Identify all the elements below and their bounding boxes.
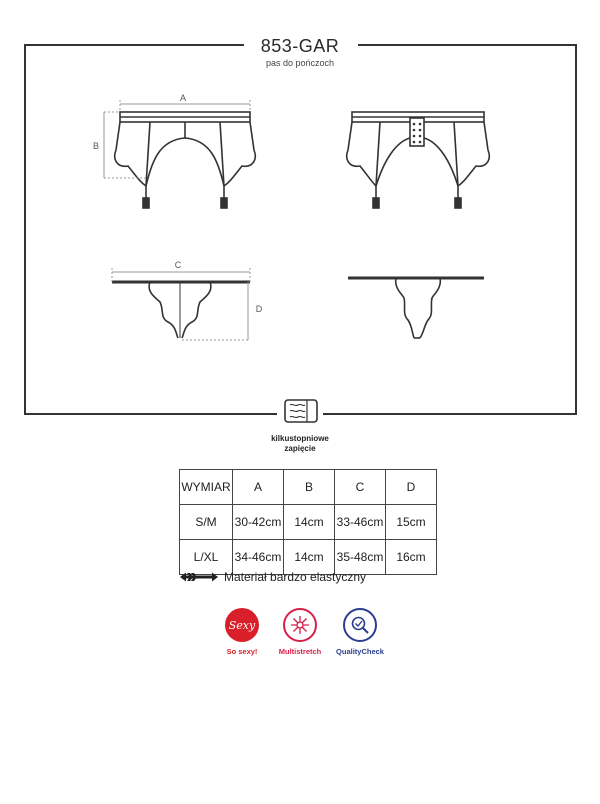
table-cell: 33-46cm	[335, 505, 386, 540]
table-row	[180, 505, 437, 540]
clasp-label-line2: zapięcie	[284, 444, 316, 453]
badge-label: Multistretch	[278, 647, 322, 656]
table-cell: 14cm	[284, 505, 335, 540]
multistretch-icon	[283, 608, 317, 642]
front-view-drawing	[115, 112, 256, 208]
material-note	[180, 569, 366, 585]
header-cell: WYMIAR	[180, 470, 233, 505]
dimension-c-line	[112, 268, 250, 282]
badge-multistretch	[270, 608, 330, 656]
elastic-arrow-icon	[180, 572, 218, 582]
size-table	[179, 469, 437, 575]
header-cell: A	[233, 470, 284, 505]
feature-badges	[215, 608, 385, 668]
dimension-d-line	[182, 282, 248, 340]
size-cell: L/XL	[180, 540, 233, 575]
sexy-icon: Sexy	[225, 608, 259, 642]
size-table-header-row	[180, 470, 437, 505]
badge-so-sexy	[212, 608, 272, 656]
table-cell: 35-48cm	[335, 540, 386, 575]
badge-quality-check	[330, 608, 390, 656]
dimension-c-label: C	[174, 260, 182, 270]
magnifier-check-icon	[349, 614, 371, 636]
table-cell: 34-46cm	[233, 540, 284, 575]
clasp-feature	[277, 394, 323, 430]
dimension-b-label: B	[92, 141, 100, 151]
flat-front-drawing	[112, 282, 250, 338]
dimension-d-label: D	[255, 304, 263, 314]
table-cell: 15cm	[386, 505, 437, 540]
dimension-a-label: A	[179, 93, 187, 103]
table-cell: 16cm	[386, 540, 437, 575]
product-subtitle: pas do pończoch	[265, 58, 335, 68]
table-cell: 30-42cm	[233, 505, 284, 540]
header-cell: D	[386, 470, 437, 505]
header-cell: C	[335, 470, 386, 505]
table-cell: 14cm	[284, 540, 335, 575]
flat-back-drawing	[348, 278, 484, 338]
quality-check-icon	[343, 608, 377, 642]
header-cell: B	[284, 470, 335, 505]
clasp-label	[250, 434, 350, 454]
material-text: Materiał bardzo elastyczny	[224, 570, 367, 584]
badge-label: So sexy!	[226, 647, 258, 656]
stretch-arrows-icon	[289, 614, 311, 636]
size-cell: S/M	[180, 505, 233, 540]
clasp-label-line1: kilkustopniowe	[271, 434, 329, 443]
product-code: 853-GAR	[260, 36, 340, 56]
badge-label: QualityCheck	[336, 647, 384, 656]
multi-step-hook-clasp-icon	[277, 394, 323, 430]
back-view-drawing	[347, 112, 490, 208]
